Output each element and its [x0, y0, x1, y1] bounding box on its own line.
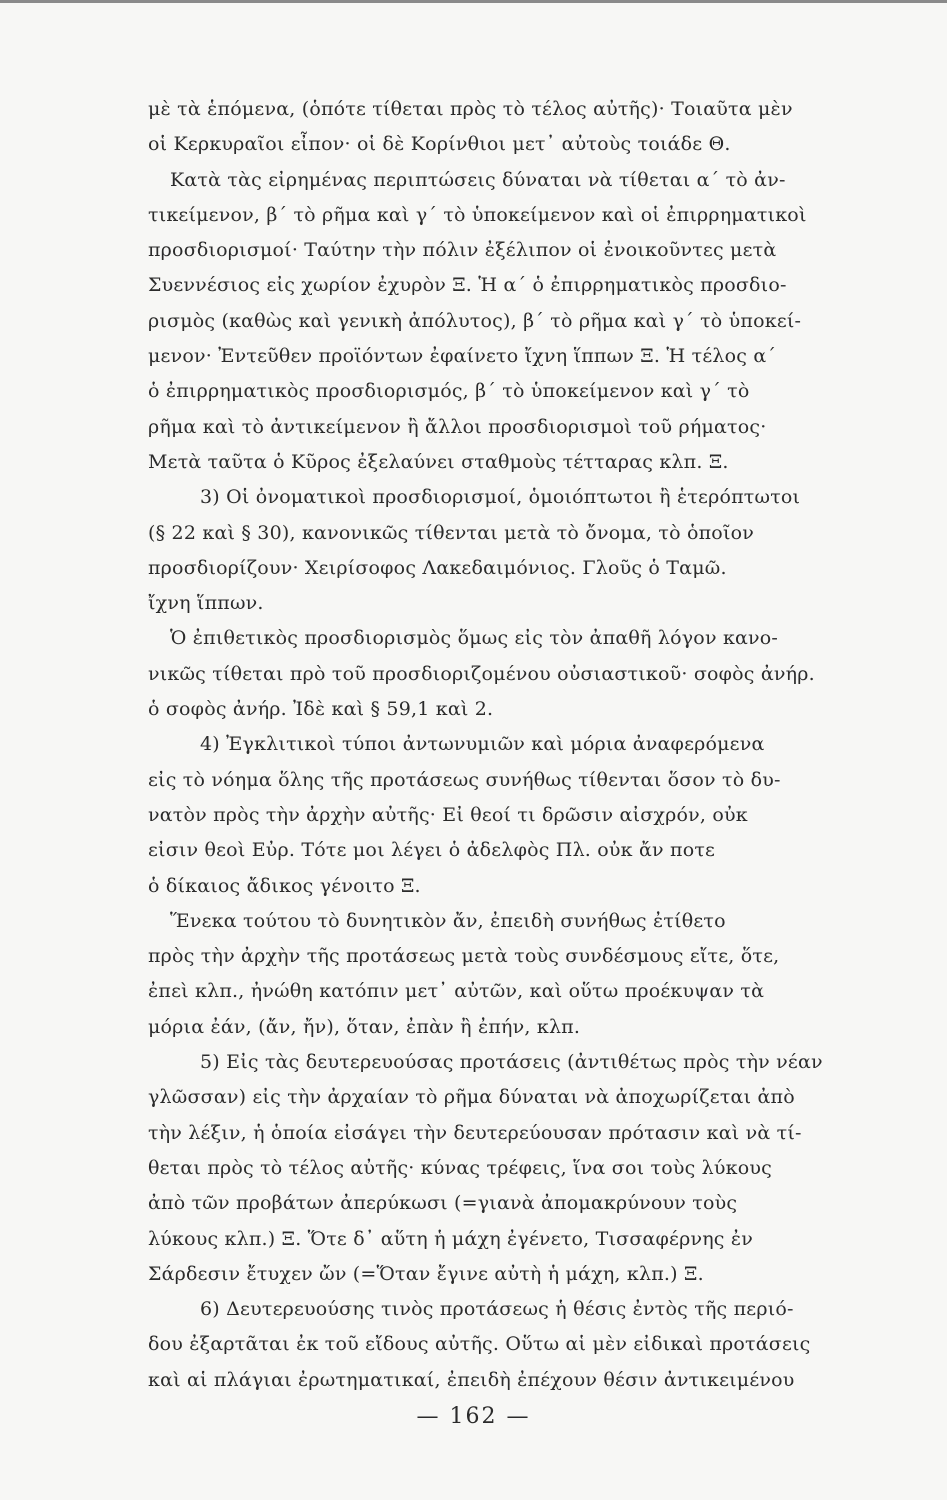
- text-line: ἀπὸ τῶν προβάτων ἀπερύκωσι (=γιανὰ ἀπομακρύνουν τοὺς: [148, 1192, 738, 1215]
- text-line: Συεννέσιος εἰς χωρίον ἐχυρὸν Ξ. Ἡ α΄ ὁ ἐπιρρηματικὸς προσδιο-: [148, 274, 787, 297]
- text-line: τικείμενον, β΄ τὸ ρῆμα καὶ γ΄ τὸ ὑποκείμενον καὶ οἱ ἐπιρρηματικοὶ: [148, 203, 807, 226]
- text-line: 4) Ἐγκλιτικοὶ τύποι ἀντωνυμιῶν καὶ μόρια ἀναφερόμενα: [200, 733, 765, 756]
- text-line: ὁ δίκαιος ἄδικος γένοιτο Ξ.: [148, 874, 421, 897]
- text-line: Σάρδεσιν ἔτυχεν ὤν (=Ὅταν ἔγινε αὐτὴ ἡ μάχη, κλπ.) Ξ.: [148, 1262, 704, 1285]
- text-line: Ἕνεκα τούτου τὸ δυνητικὸν ἄν, ἐπειδὴ συνήθως ἐτίθετο: [170, 909, 726, 932]
- text-line: προσδιορίζουν· Χειρίσοφος Λακεδαιμόνιος. Γλοῦς ὁ Ταμῶ.: [148, 556, 727, 579]
- text-line: τὴν λέξιν, ἡ ὁποία εἰσάγει τὴν δευτερεύουσαν πρότασιν καὶ νὰ τί-: [148, 1121, 802, 1144]
- text-line: θεται πρὸς τὸ τέλος αὐτῆς· κύνας τρέφεις, ἵνα σοι τοὺς λύκους: [148, 1156, 772, 1179]
- text-line: γλῶσσαν) εἰς τὴν ἀρχαίαν τὸ ρῆμα δύναται νὰ ἀποχωρίζεται ἀπὸ: [148, 1086, 795, 1109]
- text-line: μὲ τὰ ἑπόμενα, (ὁπότε τίθεται πρὸς τὸ τέλος αὐτῆς)· Τοιαῦτα μὲν: [148, 98, 793, 120]
- text-line: μενον· Ἐντεῦθεν προϊόντων ἐφαίνετο ἴχνη ἵππων Ξ. Ἡ τέλος α΄: [148, 345, 777, 368]
- text-line: πρὸς τὴν ἀρχὴν τῆς προτάσεως μετὰ τοὺς συνδέσμους εἴτε, ὅτε,: [148, 945, 780, 968]
- page-top-edge: [0, 0, 947, 3]
- text-line: 5) Εἰς τὰς δευτερευούσας προτάσεις (ἀντιθέτως πρὸς τὴν νέαν: [200, 1051, 823, 1074]
- text-line: λύκους κλπ.) Ξ. Ὅτε δ᾿ αὕτη ἡ μάχη ἐγένετο, Τισσαφέρνης ἐν: [148, 1227, 754, 1250]
- text-line: Μετὰ ταῦτα ὁ Κῦρος ἐξελαύνει σταθμοὺς τέτταρας κλπ. Ξ.: [148, 450, 729, 473]
- text-line: ὁ σοφὸς ἀνήρ. Ἰδὲ καὶ § 59,1 καὶ 2.: [148, 698, 494, 721]
- text-line: ρισμὸς (καθὼς καὶ γενικὴ ἀπόλυτος), β΄ τὸ ρῆμα καὶ γ΄ τὸ ὑποκεί-: [148, 309, 802, 332]
- text-line: εἰς τὸ νόημα ὅλης τῆς προτάσεως συνήθως τίθενται ὅσον τὸ δυ-: [148, 768, 781, 791]
- text-line: εἰσιν θεοὶ Εὐρ. Τότε μοι λέγει ὁ ἀδελφὸς Πλ. οὐκ ἄν ποτε: [148, 839, 716, 862]
- text-line: καὶ αἱ πλάγιαι ἐρωτηματικαί, ἐπειδὴ ἐπέχουν θέσιν ἀντικειμένου: [148, 1368, 795, 1391]
- text-line: ρῆμα καὶ τὸ ἀντικείμενον ἢ ἄλλοι προσδιορισμοὶ τοῦ ρήματος·: [148, 415, 767, 438]
- text-line: ἐπεὶ κλπ., ἠνώθη κατόπιν μετ᾿ αὐτῶν, καὶ οὕτω προέκυψαν τὰ: [148, 980, 765, 1003]
- text-line: 6) Δευτερευούσης τινὸς προτάσεως ἡ θέσις ἐντὸς τῆς περιό-: [200, 1298, 794, 1321]
- text-line: μόρια ἐάν, (ἄν, ἤν), ὅταν, ἐπὰν ἢ ἐπήν, κλπ.: [148, 1015, 581, 1038]
- text-line: Κατὰ τὰς εἰρημένας περιπτώσεις δύναται νὰ τίθεται α΄ τὸ ἀν-: [170, 168, 786, 191]
- text-line: (§ 22 καὶ § 30), κανονικῶς τίθενται μετὰ τὸ ὄνομα, τὸ ὁποῖον: [148, 521, 754, 544]
- text-line: ὁ ἐπιρρηματικὸς προσδιορισμός, β΄ τὸ ὑποκείμενον καὶ γ΄ τὸ: [148, 380, 750, 403]
- text-line: προσδιορισμοί· Ταύτην τὴν πόλιν ἐξέλιπον οἱ ἐνοικοῦντες μετὰ: [148, 239, 777, 262]
- text-line: νατὸν πρὸς τὴν ἀρχὴν αὐτῆς· Εἰ θεοί τι δρῶσιν αἰσχρόν, οὐκ: [148, 803, 748, 826]
- text-line: 3) Οἱ ὀνοματικοὶ προσδιορισμοί, ὁμοιόπτωτοι ἢ ἑτερόπτωτοι: [200, 486, 801, 509]
- text-line: ἴχνη ἵππων.: [148, 592, 264, 615]
- text-line: Ὁ ἐπιθετικὸς προσδιορισμὸς ὅμως εἰς τὸν ἀπαθῆ λόγον κανο-: [170, 627, 779, 650]
- page-body: [148, 92, 908, 1398]
- text-line: νικῶς τίθεται πρὸ τοῦ προσδιοριζομένου οὐσιαστικοῦ· σοφὸς ἀνήρ.: [148, 662, 815, 685]
- page-number: — 162 —: [416, 1404, 531, 1429]
- text-line: οἱ Κερκυραῖοι εἶπον· οἱ δὲ Κορίνθιοι μετ᾿ αὐτοὺς τοιάδε Θ.: [148, 133, 731, 156]
- text-line: δου ἐξαρτᾶται ἐκ τοῦ εἴδους αὐτῆς. Οὕτω αἱ μὲν εἰδικαὶ προτάσεις: [148, 1333, 811, 1356]
